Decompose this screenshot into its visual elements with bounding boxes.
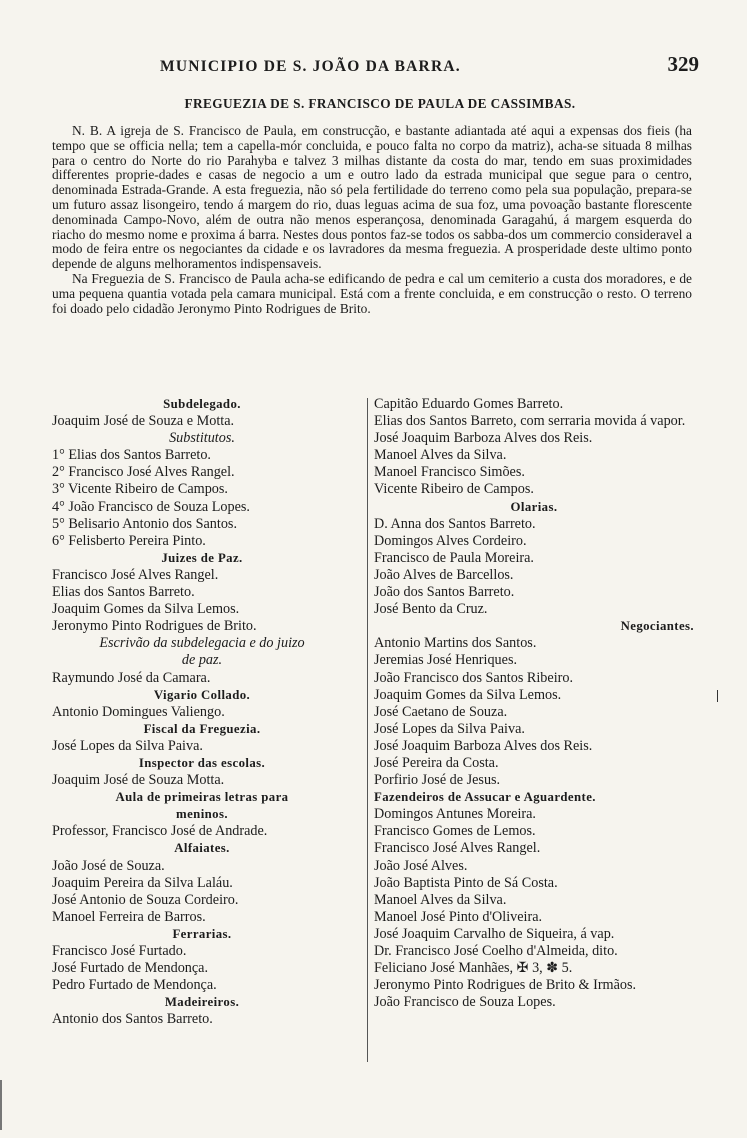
intro-text — [52, 124, 692, 316]
list-item: Joaquim Gomes da Silva Lemos. — [374, 686, 562, 703]
list-item: Manoel Alves da Silva. — [374, 891, 507, 908]
list-item: Capitão Eduardo Gomes Barreto. — [374, 396, 564, 412]
list-item: Joaquim Pereira da Silva Laláu. — [52, 874, 233, 891]
list-item: João Francisco dos Santos Ribeiro. — [374, 669, 573, 686]
heading-negociantes: Negociantes. — [620, 619, 694, 634]
list-item: Jeremias José Henriques. — [374, 652, 518, 669]
list-item: 6° Felisberto Pereira Pinto. — [52, 532, 206, 549]
list-item: 5° Belisario Antonio dos Santos. — [52, 515, 237, 532]
list-item: José Antonio de Souza Cordeiro. — [52, 891, 239, 908]
list-item: Manoel José Pinto d'Oliveira. — [374, 908, 543, 925]
heading-olarias: Olarias. — [510, 499, 558, 514]
list-item: 3° Vicente Ribeiro de Campos. — [52, 481, 228, 498]
professor-name: Professor, Francisco José de Andrade. — [52, 823, 268, 840]
intro-paragraph-2: Na Freguezia de S. Francisco de Paula acha-se edificando de pedra e cal um cemiterio a custa dos moradores, e de uma pequena quantia votada pela camara municipal. Está com a frente concluida, e em construcção o resto. O terreno foi doado pelo cidadão Jeronymo Pinto Rodrigues de Brito. — [52, 270, 692, 316]
list-item: Francisco Gomes de Lemos. — [374, 823, 536, 840]
list-item: Porfirio José de Jesus. — [374, 772, 501, 789]
page-header-title: MUNICIPIO DE S. JOÃO DA BARRA. — [160, 58, 461, 75]
right-column — [374, 396, 694, 1011]
list-item: João Francisco de Souza Lopes. — [374, 994, 556, 1011]
list-item: Pedro Furtado de Mendonça. — [52, 977, 217, 994]
list-item: 4° João Francisco de Souza Lopes. — [52, 498, 250, 515]
list-item: Francisco de Paula Moreira. — [374, 549, 534, 566]
list-item: 2° Francisco José Alves Rangel. — [52, 464, 235, 481]
list-item: José Furtado de Mendonça. — [52, 960, 209, 977]
list-item: João Baptista Pinto de Sá Costa. — [374, 874, 558, 891]
section-title: FREGUEZIA DE S. FRANCISCO DE PAULA DE CASSIMBAS. — [184, 96, 576, 111]
list-item: Feliciano José Manhães, ✠ 3, ✽ 5. — [374, 960, 573, 977]
heading-escrivao-1: Escrivão da subdelegacia e do juizo — [99, 635, 305, 652]
list-item: João dos Santos Barreto. — [374, 584, 515, 601]
vigario-name: Antonio Domingues Valiengo. — [52, 703, 225, 720]
heading-alfaiates: Alfaiates. — [174, 841, 230, 856]
list-item: José Lopes da Silva Paiva. — [374, 720, 525, 737]
fiscal-name: José Lopes da Silva Paiva. — [52, 737, 203, 754]
intro-paragraph-1: N. B. A igreja de S. Francisco de Paula, em construcção, e bastante adiantada até aqui a expensas dos fieis (ha tempo que se officia nella; tem a capella-mór concluida, e pouco falta no corpo da matriz), acha-se situada 8 milhas para o centro do Norte do rio Parahyba e talvez 3 milhas distante da costa do mar, tendo em suas proximidades differentes proprie-dades e casas de negocio a um e outro lado da estrada municipal que segue para o centro, denominada Estrada-Grande. A esta freguezia, não só pela fertilidade do terreno como pela sua população, prepara-se um futuro assaz lisongeiro, tendo á margem do rio, duas leguas acima de sua foz, uma povoação bastante florescente denominada Campo-Novo, além de outra não menos esperançosa, denominada Garagahú, á margem esquerda do riacho do mesmo nome e proxima á barra. Nestes dous pontos faz-se todos os sabba-dos um commercio consideravel a modo de feira entre os negociantes da cidade e os lavradores da mesma freguezia. A prosperidade deste ultimo ponto depende de alguns melhoramentos indispensaveis. — [52, 123, 692, 272]
list-item: D. Anna dos Santos Barreto. — [374, 515, 536, 532]
list-item: João José de Souza. — [52, 857, 165, 874]
heading-ferrarias: Ferrarias. — [172, 926, 232, 941]
list-item: Domingos Alves Cordeiro. — [374, 532, 527, 549]
list-item: João Alves de Barcellos. — [374, 566, 514, 583]
running-header — [160, 52, 699, 84]
heading-subdelegado: Subdelegado. — [163, 397, 241, 411]
heading-fazendeiros: Fazendeiros de Assucar e Aguardente. — [374, 790, 596, 805]
list-item: José Joaquim Carvalho de Siqueira, á vap. — [374, 925, 615, 942]
escrivao-name: Raymundo José da Camara. — [52, 669, 211, 686]
column-divider — [367, 398, 368, 1062]
list-item: Francisco José Alves Rangel. — [374, 840, 541, 857]
list-item: Antonio Martins dos Santos. — [374, 635, 537, 652]
list-item: José Joaquim Barboza Alves dos Reis. — [374, 737, 593, 754]
list-item: Manoel Ferreira de Barros. — [52, 908, 206, 925]
list-item: Francisco José Alves Rangel. — [52, 566, 219, 583]
list-item: Jeronymo Pinto Rodrigues de Brito. — [52, 618, 257, 635]
heading-aula-2: meninos. — [176, 807, 228, 822]
list-item: José Pereira da Costa. — [374, 754, 499, 771]
heading-escrivao-2: de paz. — [181, 652, 223, 669]
list-item: 1° Elias dos Santos Barreto. — [52, 447, 211, 464]
inspector-name: Joaquim José de Souza Motta. — [52, 772, 225, 789]
heading-aula-1: Aula de primeiras letras para — [115, 790, 289, 805]
list-item: Manoel Francisco Simões. — [374, 464, 525, 481]
list-item: Jeronymo Pinto Rodrigues de Brito & Irmãos. — [374, 977, 637, 994]
page-number: 329 — [667, 52, 699, 76]
list-item: Vicente Ribeiro de Campos. — [374, 481, 534, 498]
list-item: José Caetano de Souza. — [374, 703, 508, 720]
subdelegado-name: Joaquim José de Souza e Motta. — [52, 413, 235, 430]
heading-juizes-de-paz: Juizes de Paz. — [161, 550, 243, 565]
list-item: Elias dos Santos Barreto, com serraria movida á vapor. — [374, 413, 686, 430]
left-column — [52, 396, 352, 1028]
list-item: Joaquim Gomes da Silva Lemos. — [52, 601, 240, 618]
list-item: Elias dos Santos Barreto. — [52, 584, 195, 601]
heading-vigario: Vigario Collado. — [153, 687, 251, 702]
list-item: José Joaquim Barboza Alves dos Reis. — [374, 430, 593, 447]
list-item: Francisco José Furtado. — [52, 943, 187, 959]
list-item: Domingos Antunes Moreira. — [374, 806, 536, 823]
list-item: Antonio dos Santos Barreto. — [52, 1011, 213, 1028]
heading-madeireiros: Madeireiros. — [164, 995, 240, 1010]
margin-mark — [717, 690, 718, 702]
list-item: Dr. Francisco José Coelho d'Almeida, dito. — [374, 943, 618, 959]
heading-inspector: Inspector das escolas. — [138, 755, 266, 770]
heading-substitutos: Substitutos. — [169, 430, 235, 447]
list-item: João José Alves. — [374, 857, 468, 874]
list-item: José Bento da Cruz. — [374, 601, 488, 618]
page-edge-mark — [0, 1080, 2, 1130]
heading-fiscal: Fiscal da Freguezia. — [143, 721, 261, 736]
list-item: Manoel Alves da Silva. — [374, 447, 507, 464]
